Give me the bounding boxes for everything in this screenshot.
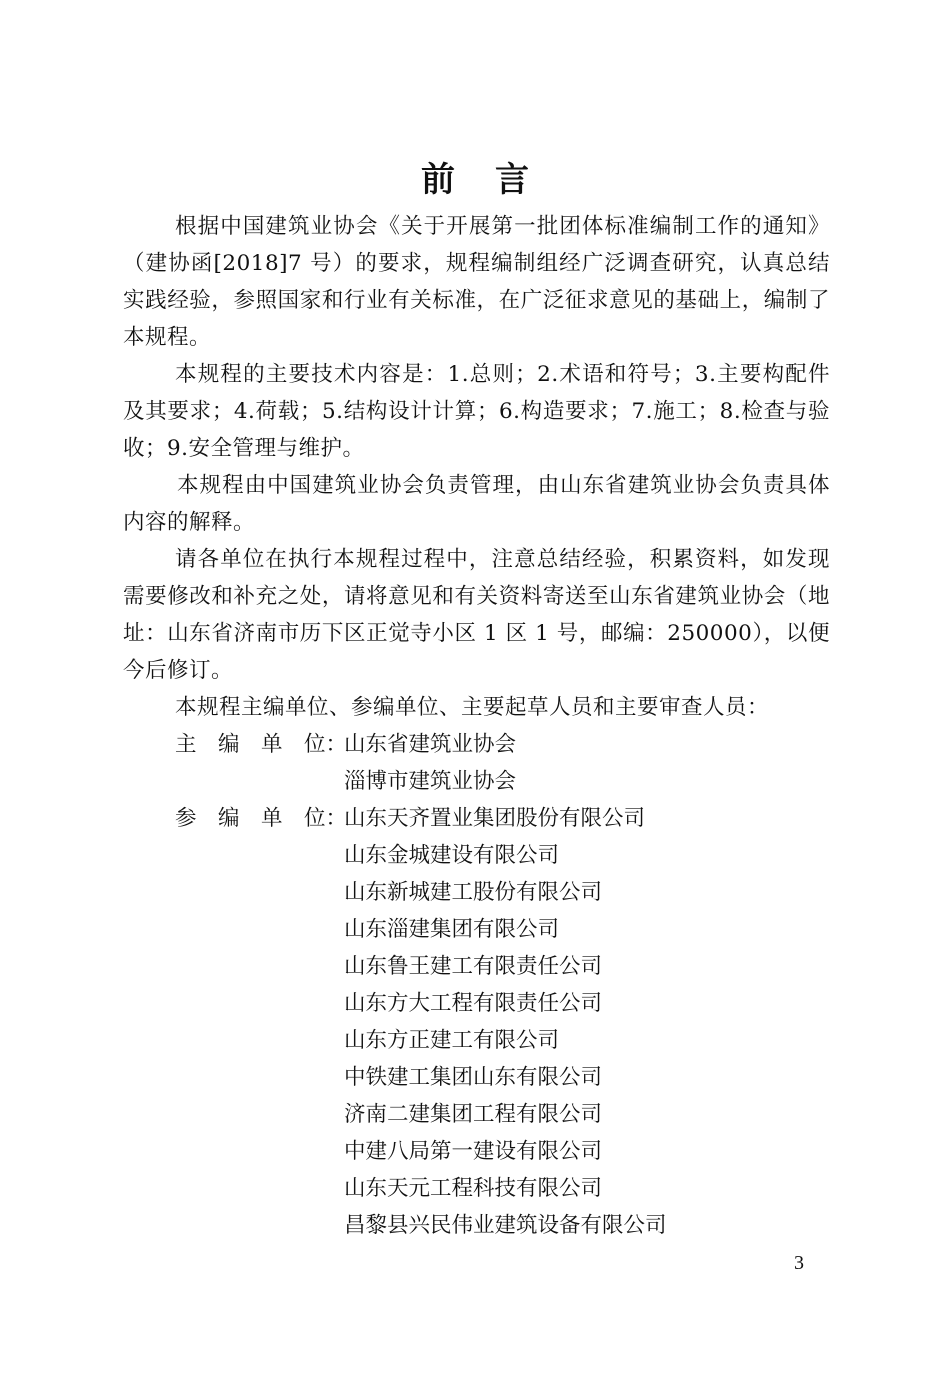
chief-editor-unit: 淄博市建筑业协会 xyxy=(344,769,517,794)
participating-unit: 山东方正建工有限公司 xyxy=(344,1028,560,1053)
paragraph-1: 根据中国建筑业协会《关于开展第一批团体标准编制工作的通知》（建协函[2018]7 号）的要求，规程编制组经广泛调查研究，认真总结实践经验，参照国家和行业有关标准，在广泛征求意见的基础上，编制了本规程。 xyxy=(123,214,830,350)
paragraph-4: 请各单位在执行本规程过程中，注意总结经验，积累资料，如发现需要修改和补充之处，请将意见和有关资料寄送至山东省建筑业协会（地址：山东省济南市历下区正觉寺小区 1 区 1 号，邮编：250000），以便今后修订。 xyxy=(123,547,830,683)
chief-editor-label: 主 编 单 位： xyxy=(175,732,348,757)
participating-unit: 山东天齐置业集团股份有限公司 xyxy=(344,806,646,831)
participating-unit: 昌黎县兴民伟业建筑设备有限公司 xyxy=(344,1213,667,1238)
participating-unit-label: 参 编 单 位： xyxy=(175,806,348,831)
page-number: 3 xyxy=(794,1252,804,1274)
chief-editor-unit: 山东省建筑业协会 xyxy=(344,732,517,757)
participating-unit: 山东鲁王建工有限责任公司 xyxy=(344,954,603,979)
paragraph-3: 本规程由中国建筑业协会负责管理，由山东省建筑业协会负责具体内容的解释。 xyxy=(123,473,830,535)
participating-unit: 中建八局第一建设有限公司 xyxy=(344,1139,603,1164)
title-char-1: 前 xyxy=(421,160,455,200)
participating-unit: 山东天元工程科技有限公司 xyxy=(344,1176,603,1201)
participating-unit: 山东金城建设有限公司 xyxy=(344,843,560,868)
participating-unit: 山东新城建工股份有限公司 xyxy=(344,880,603,905)
participating-unit: 山东方大工程有限责任公司 xyxy=(344,991,603,1016)
preface-body xyxy=(123,208,830,1244)
participating-unit: 山东淄建集团有限公司 xyxy=(344,917,560,942)
paragraph-2: 本规程的主要技术内容是：1.总则；2.术语和符号；3.主要构配件及其要求；4.荷载；5.结构设计计算；6.构造要求；7.施工；8.检查与验收；9.安全管理与维护。 xyxy=(123,362,830,461)
page-title xyxy=(0,152,950,201)
paragraph-5: 本规程主编单位、参编单位、主要起草人员和主要审查人员： xyxy=(175,695,770,720)
participating-unit: 中铁建工集团山东有限公司 xyxy=(344,1065,603,1090)
title-char-2: 言 xyxy=(495,160,529,200)
participating-unit: 济南二建集团工程有限公司 xyxy=(344,1102,603,1127)
chief-editor-list xyxy=(123,726,830,800)
participating-unit-list xyxy=(123,800,830,1244)
